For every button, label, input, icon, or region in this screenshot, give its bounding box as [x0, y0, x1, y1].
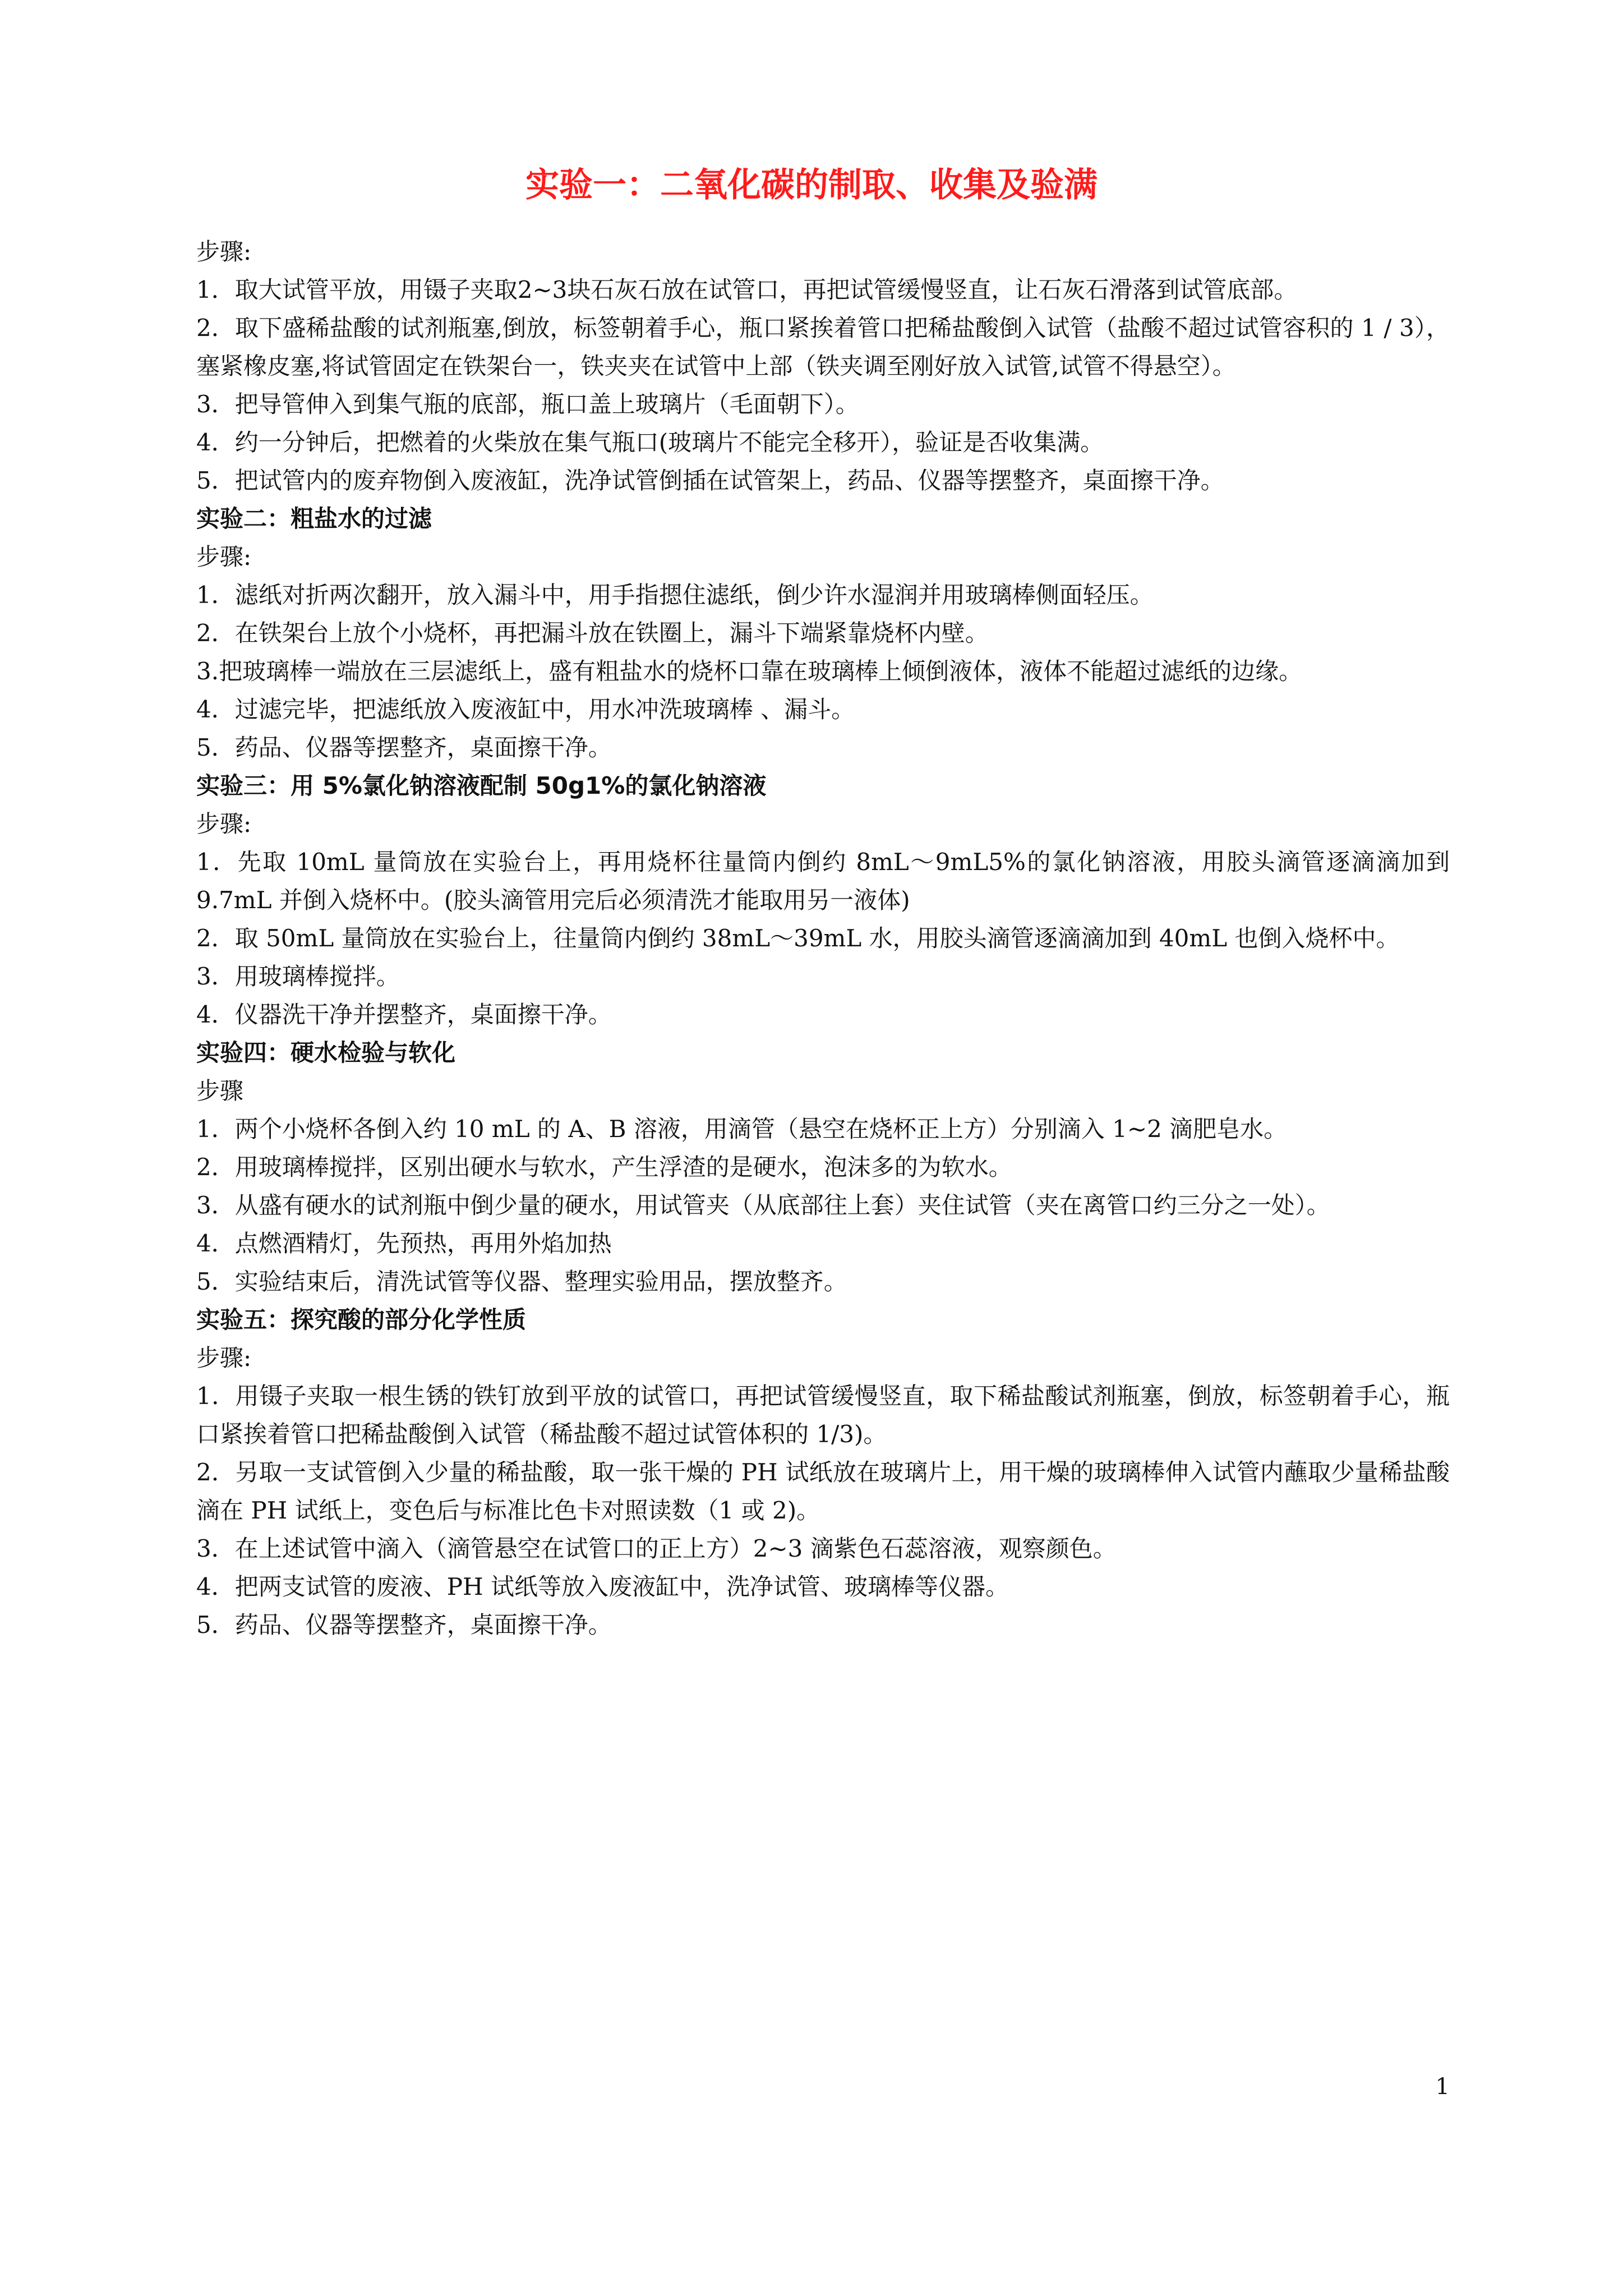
section-heading: 实验四：硬水检验与软化	[196, 1039, 456, 1066]
step-label: 步骤	[196, 1077, 244, 1105]
step-item: 5．药品、仪器等摆整齐，桌面擦干净。	[196, 1611, 612, 1639]
step-item: 4．约一分钟后，把燃着的火柴放在集气瓶口(玻璃片不能完全移开），验证是否收集满。	[196, 429, 1104, 456]
step-item: 5．药品、仪器等摆整齐，桌面擦干净。	[196, 734, 612, 761]
step-item: 2．用玻璃棒搅拌，区别出硬水与软水，产生浮渣的是硬水，泡沫多的为软水。	[196, 1153, 1012, 1181]
step-item: 1．两个小烧杯各倒入约 10 mL 的 A、B 溶液，用滴管（悬空在烧杯正上方）分别滴入 1~2 滴肥皂水。	[196, 1115, 1288, 1143]
step-item: 1．滤纸对折两次翻开，放入漏斗中，用手指摁住滤纸，倒少许水湿润并用玻璃棒侧面轻压。	[196, 581, 1154, 609]
step-item: 5．实验结束后，清洗试管等仪器、整理实验用品，摆放整齐。	[196, 1268, 847, 1295]
step-item: 4．点燃酒精灯，先预热，再用外焰加热	[196, 1230, 612, 1257]
step-item: 2．取 50mL 量筒放在实验台上，往量筒内倒约 38mL～39mL 水，用胶头滴管逐滴滴加到 40mL 也倒入烧杯中。	[196, 924, 1400, 952]
step-item: 4．过滤完毕，把滤纸放入废液缸中，用水冲洗玻璃棒 、漏斗。	[196, 696, 855, 723]
step-item: 3．从盛有硬水的试剂瓶中倒少量的硬水，用试管夹（从底部往上套）夹住试管（夹在离管口约三分之一处）。	[196, 1191, 1330, 1219]
document-body	[196, 233, 1450, 1644]
step-item: 2．另取一支试管倒入少量的稀盐酸，取一张干燥的 PH 试纸放在玻璃片上，用干燥的玻璃棒伸入试管内蘸取少量稀盐酸滴在 PH 试纸上，变色后与标准比色卡对照读数（1 或 2)。	[196, 1458, 1450, 1524]
step-item: 3.把玻璃棒一端放在三层滤纸上，盛有粗盐水的烧杯口靠在玻璃棒上倾倒液体，液体不能超过滤纸的边缘。	[196, 657, 1303, 685]
step-item: 1．先取 10mL 量筒放在实验台上，再用烧杯往量筒内倒约 8mL～9mL5%的氯化钠溶液，用胶头滴管逐滴滴加到 9.7mL 并倒入烧杯中。(胶头滴管用完后必须清洗才能取用另一液体)	[196, 848, 1450, 914]
step-item: 4．把两支试管的废液、PH 试纸等放入废液缸中，洗净试管、玻璃棒等仪器。	[196, 1573, 1009, 1600]
step-label: 步骤:	[196, 810, 252, 838]
step-label: 步骤:	[196, 238, 252, 265]
step-item: 2．在铁架台上放个小烧杯，再把漏斗放在铁圈上，漏斗下端紧靠烧杯内壁。	[196, 619, 989, 647]
page-number: 1	[1435, 2074, 1450, 2100]
step-item: 1．用镊子夹取一根生锈的铁钉放到平放的试管口，再把试管缓慢竖直，取下稀盐酸试剂瓶塞，倒放，标签朝着手心，瓶口紧挨着管口把稀盐酸倒入试管（稀盐酸不超过试管体积的 1/3)。	[196, 1382, 1450, 1448]
step-item: 3．把导管伸入到集气瓶的底部，瓶口盖上玻璃片（毛面朝下）。	[196, 390, 859, 418]
page-title: 实验一：二氧化碳的制取、收集及验满	[525, 165, 1098, 205]
step-item: 4．仪器洗干净并摆整齐，桌面擦干净。	[196, 1001, 612, 1028]
step-item: 5．把试管内的废弃物倒入废液缸，洗净试管倒插在试管架上，药品、仪器等摆整齐，桌面擦干净。	[196, 467, 1224, 494]
section-heading: 实验三：用 5%氯化钠溶液配制 50g1%的氯化钠溶液	[196, 772, 767, 799]
section-heading: 实验二：粗盐水的过滤	[196, 505, 432, 532]
step-label: 步骤:	[196, 543, 252, 570]
section-heading: 实验五：探究酸的部分化学性质	[196, 1306, 527, 1333]
step-item: 3．在上述试管中滴入（滴管悬空在试管口的正上方）2~3 滴紫色石蕊溶液，观察颜色。	[196, 1535, 1117, 1562]
step-item: 2．取下盛稀盐酸的试剂瓶塞,倒放，标签朝着手心，瓶口紧挨着管口把稀盐酸倒入试管（盐酸不超过试管容积的 1 / 3），塞紧橡皮塞,将试管固定在铁架台一，铁夹夹在试管中上部（铁夹调至刚好放入试管,试管不得悬空）。	[196, 314, 1450, 380]
step-label: 步骤:	[196, 1344, 252, 1372]
step-item: 3．用玻璃棒搅拌。	[196, 963, 400, 990]
step-item: 1．取大试管平放，用镊子夹取2~3块石灰石放在试管口，再把试管缓慢竖直，让石灰石滑落到试管底部。	[196, 276, 1298, 303]
